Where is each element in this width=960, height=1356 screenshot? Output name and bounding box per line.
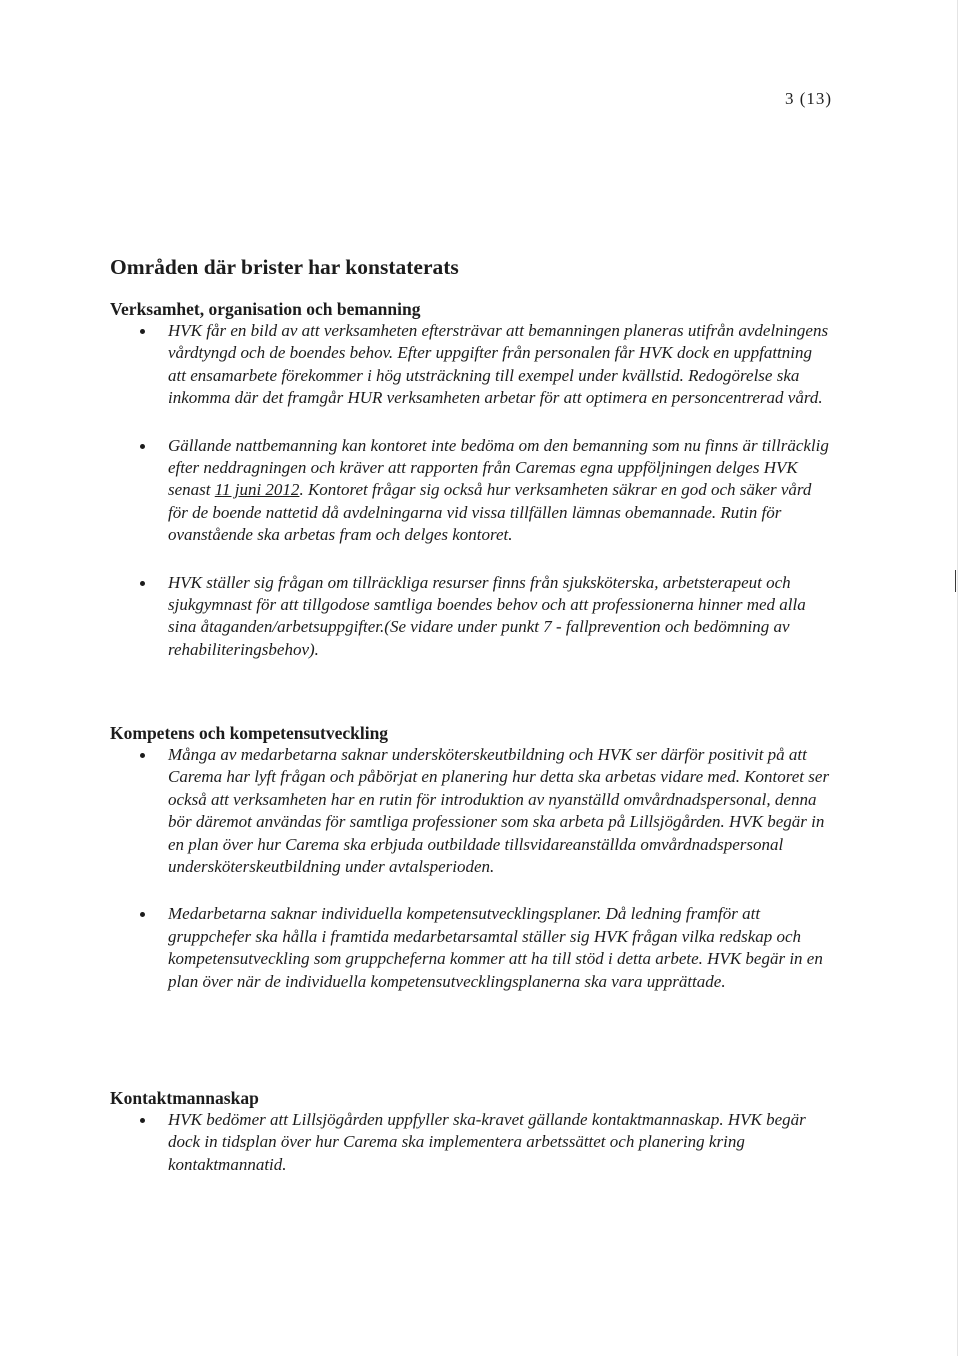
page-edge-line <box>957 0 958 1356</box>
list-item <box>110 320 830 410</box>
bullet-list <box>110 744 830 993</box>
bullet-text: HVK bedömer att Lillsjögården uppfyller ska-kravet gällande kontaktmannaskap. HVK begär dock in tidsplan över hur Carema ska implementera arbetssättet och planering kring kontaktmannatid. <box>168 1110 806 1174</box>
section-kontaktmannaskap <box>110 1087 830 1176</box>
bullet-text: Medarbetarna saknar individuella kompetensutvecklingsplaner. Då ledning framför att gruppchefer ska hålla i framtida medarbetarsamtal ställer sig HVK frågan vilka redskap och kompetensutveckling som gruppcheferna kommer att ha till stöd i detta arbete. HVK begär in en plan över när de individuella kompetensutvecklingsplanerna ska vara upprättade. <box>168 904 823 991</box>
bullet-icon <box>140 329 145 334</box>
bullet-text-continued: . Kontoret frågar sig också hur verksamheten säkrar en god och säker vård för de boende nattetid då avdelningarna vid vissa tillfällen lämnas obemannade. Rutin för ovanstående ska arbetas fram och delges kontoret. <box>168 480 812 545</box>
bullet-icon <box>140 912 145 917</box>
section-kompetens <box>110 722 830 993</box>
list-item <box>110 435 830 547</box>
section-verksamhet <box>110 298 830 661</box>
bullet-text: HVK ställer sig frågan om tillräckliga resurser finns från sjuksköterska, arbetsterapeut och sjukgymnast för att tillgodose samtliga boendes behov och att professionerna hinner med alla sina åtaganden/arbetsuppgifter.(Se vidare under punkt 7 - fallprevention och bedömning av rehabiliteringsbehov). <box>168 572 806 659</box>
bullet-icon <box>140 1118 145 1123</box>
section-heading: Verksamhet, organisation och bemanning <box>110 299 421 319</box>
page-number: 3 (13) <box>785 89 833 108</box>
list-item <box>110 1109 830 1176</box>
bullet-icon <box>140 444 145 449</box>
list-item <box>110 572 830 662</box>
section-heading: Kompetens och kompetensutveckling <box>110 723 389 743</box>
bullet-list <box>110 320 830 661</box>
bullet-text: HVK får en bild av att verksamheten eftersträvar att bemanningen planeras utifrån avdelningens vårdtyngd och de boendes behov. Efter uppgifter från personalen får HVK dock en uppfattning att ensamarbete förekommer i hög utsträckning till exempel under kvällstid. Redogörelse ska inkomma där det framgår HUR verksamheten arbetar för att optimera en personcentrerad vård. <box>168 321 829 408</box>
bullet-text: Gällande nattbemanning kan kontoret inte bedöma om den bemanning som nu finns är tillräcklig efter neddragningen och kräver att rapporten från Caremas egna uppföljningen delges HVK senast <box>168 435 829 500</box>
deadline-date: 11 juni 2012 <box>214 480 300 500</box>
bullet-icon <box>140 581 145 586</box>
bullet-icon <box>140 753 145 758</box>
bullet-list <box>110 1109 830 1176</box>
document-title: Områden där brister har konstaterats <box>110 255 459 279</box>
section-heading: Kontaktmannaskap <box>110 1088 259 1108</box>
list-item <box>110 903 830 993</box>
scan-edge-mark <box>955 570 956 592</box>
list-item <box>110 744 830 878</box>
bullet-text: Många av medarbetarna saknar undersköterskeutbildning och HVK ser därför positivit på att Carema har lyft frågan och påbörjat en planering hur detta ska arbetas vidare med. Kontoret ser också att verksamheten har en rutin för introduktion av nyanställd omvårdnadspersonal, denna bör däremot användas för samtliga professioner som ska arbeta på Lillsjögården. HVK begär in en plan över hur Carema ska erbjuda outbildade tillsvidareanställda omvårdnadspersonal undersköterskeutbildning under avtalsperioden. <box>168 745 830 877</box>
